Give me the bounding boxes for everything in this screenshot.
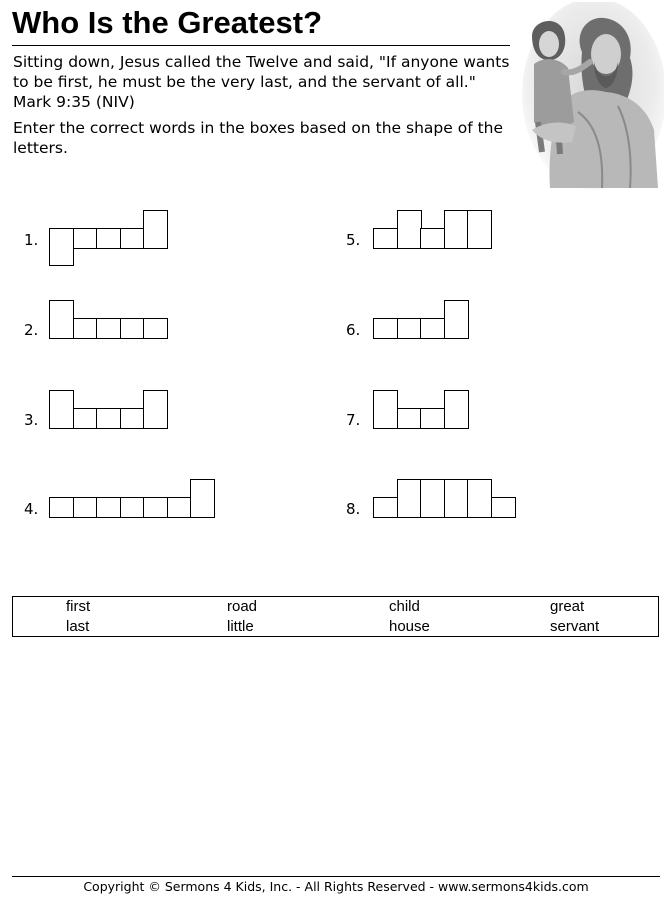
letter-box-short[interactable] — [96, 408, 121, 429]
letter-box-short[interactable] — [120, 497, 145, 518]
page-title: Who Is the Greatest? — [12, 5, 323, 40]
puzzle-number: 7. — [346, 411, 361, 429]
letter-box-short[interactable] — [373, 228, 398, 249]
jesus-with-child-illustration — [518, 2, 664, 192]
letter-box-short[interactable] — [96, 228, 121, 249]
letter-box-short[interactable] — [143, 497, 168, 518]
letter-box-short[interactable] — [143, 318, 168, 339]
word-bank-item: servant — [550, 618, 600, 635]
letter-box-short[interactable] — [73, 228, 98, 249]
letter-box-short[interactable] — [120, 228, 145, 249]
letter-box-short[interactable] — [373, 318, 398, 339]
letter-box-tall[interactable] — [467, 479, 492, 518]
letter-box-short[interactable] — [120, 408, 145, 429]
letter-box-tall[interactable] — [467, 210, 492, 249]
letter-box-tall[interactable] — [143, 210, 168, 249]
footer-divider — [12, 876, 660, 877]
letter-box-short[interactable] — [420, 408, 445, 429]
letter-box-short[interactable] — [73, 408, 98, 429]
letter-box-short[interactable] — [96, 318, 121, 339]
letter-box-tall[interactable] — [397, 479, 422, 518]
word-bank-item: little — [227, 618, 254, 635]
letter-box-short[interactable] — [397, 408, 422, 429]
word-bank — [12, 596, 659, 637]
letter-box-tall[interactable] — [49, 300, 74, 339]
letter-box-tall[interactable] — [49, 390, 74, 429]
letter-box-short[interactable] — [49, 497, 74, 518]
letter-box-tall[interactable] — [373, 390, 398, 429]
word-bank-item: first — [66, 598, 91, 615]
letter-box-tall[interactable] — [444, 210, 469, 249]
letter-box-short[interactable] — [73, 497, 98, 518]
letter-box-tall[interactable] — [143, 390, 168, 429]
letter-box-short[interactable] — [73, 318, 98, 339]
letter-box-descender[interactable] — [49, 228, 74, 266]
puzzle-number: 5. — [346, 231, 361, 249]
letter-box-tall[interactable] — [190, 479, 215, 518]
instructions-text: Enter the correct words in the boxes based on the shape of the letters. — [13, 119, 504, 157]
puzzle-number: 3. — [24, 411, 39, 429]
letter-box-tall[interactable] — [444, 300, 469, 339]
letter-box-short[interactable] — [420, 228, 445, 249]
letter-box-tall[interactable] — [420, 479, 445, 518]
letter-box-short[interactable] — [420, 318, 445, 339]
letter-box-short[interactable] — [373, 497, 398, 518]
letter-box-short[interactable] — [96, 497, 121, 518]
word-bank-item: road — [227, 598, 258, 615]
letter-box-short[interactable] — [491, 497, 516, 518]
letter-box-tall[interactable] — [397, 210, 422, 249]
title-underline — [12, 45, 510, 46]
word-bank-item: child — [389, 598, 420, 615]
letter-box-tall[interactable] — [444, 479, 469, 518]
letter-box-short[interactable] — [120, 318, 145, 339]
letter-box-short[interactable] — [397, 318, 422, 339]
word-bank-item: great — [550, 598, 585, 615]
letter-box-tall[interactable] — [444, 390, 469, 429]
puzzle-number: 1. — [24, 231, 39, 249]
scripture-verse: Sitting down, Jesus called the Twelve and said, "If anyone wants to be first, he must be the very last, and the servant of all." Mark 9:35 (NIV) — [13, 53, 510, 111]
puzzle-number: 8. — [346, 500, 361, 518]
puzzle-number: 6. — [346, 321, 361, 339]
puzzle-number: 4. — [24, 500, 39, 518]
letter-box-short[interactable] — [167, 497, 192, 518]
puzzle-number: 2. — [24, 321, 39, 339]
copyright-footer: Copyright © Sermons 4 Kids, Inc. - All Rights Reserved - www.sermons4kids.com — [83, 879, 589, 894]
word-bank-item: house — [389, 618, 430, 635]
word-bank-item: last — [66, 618, 90, 635]
